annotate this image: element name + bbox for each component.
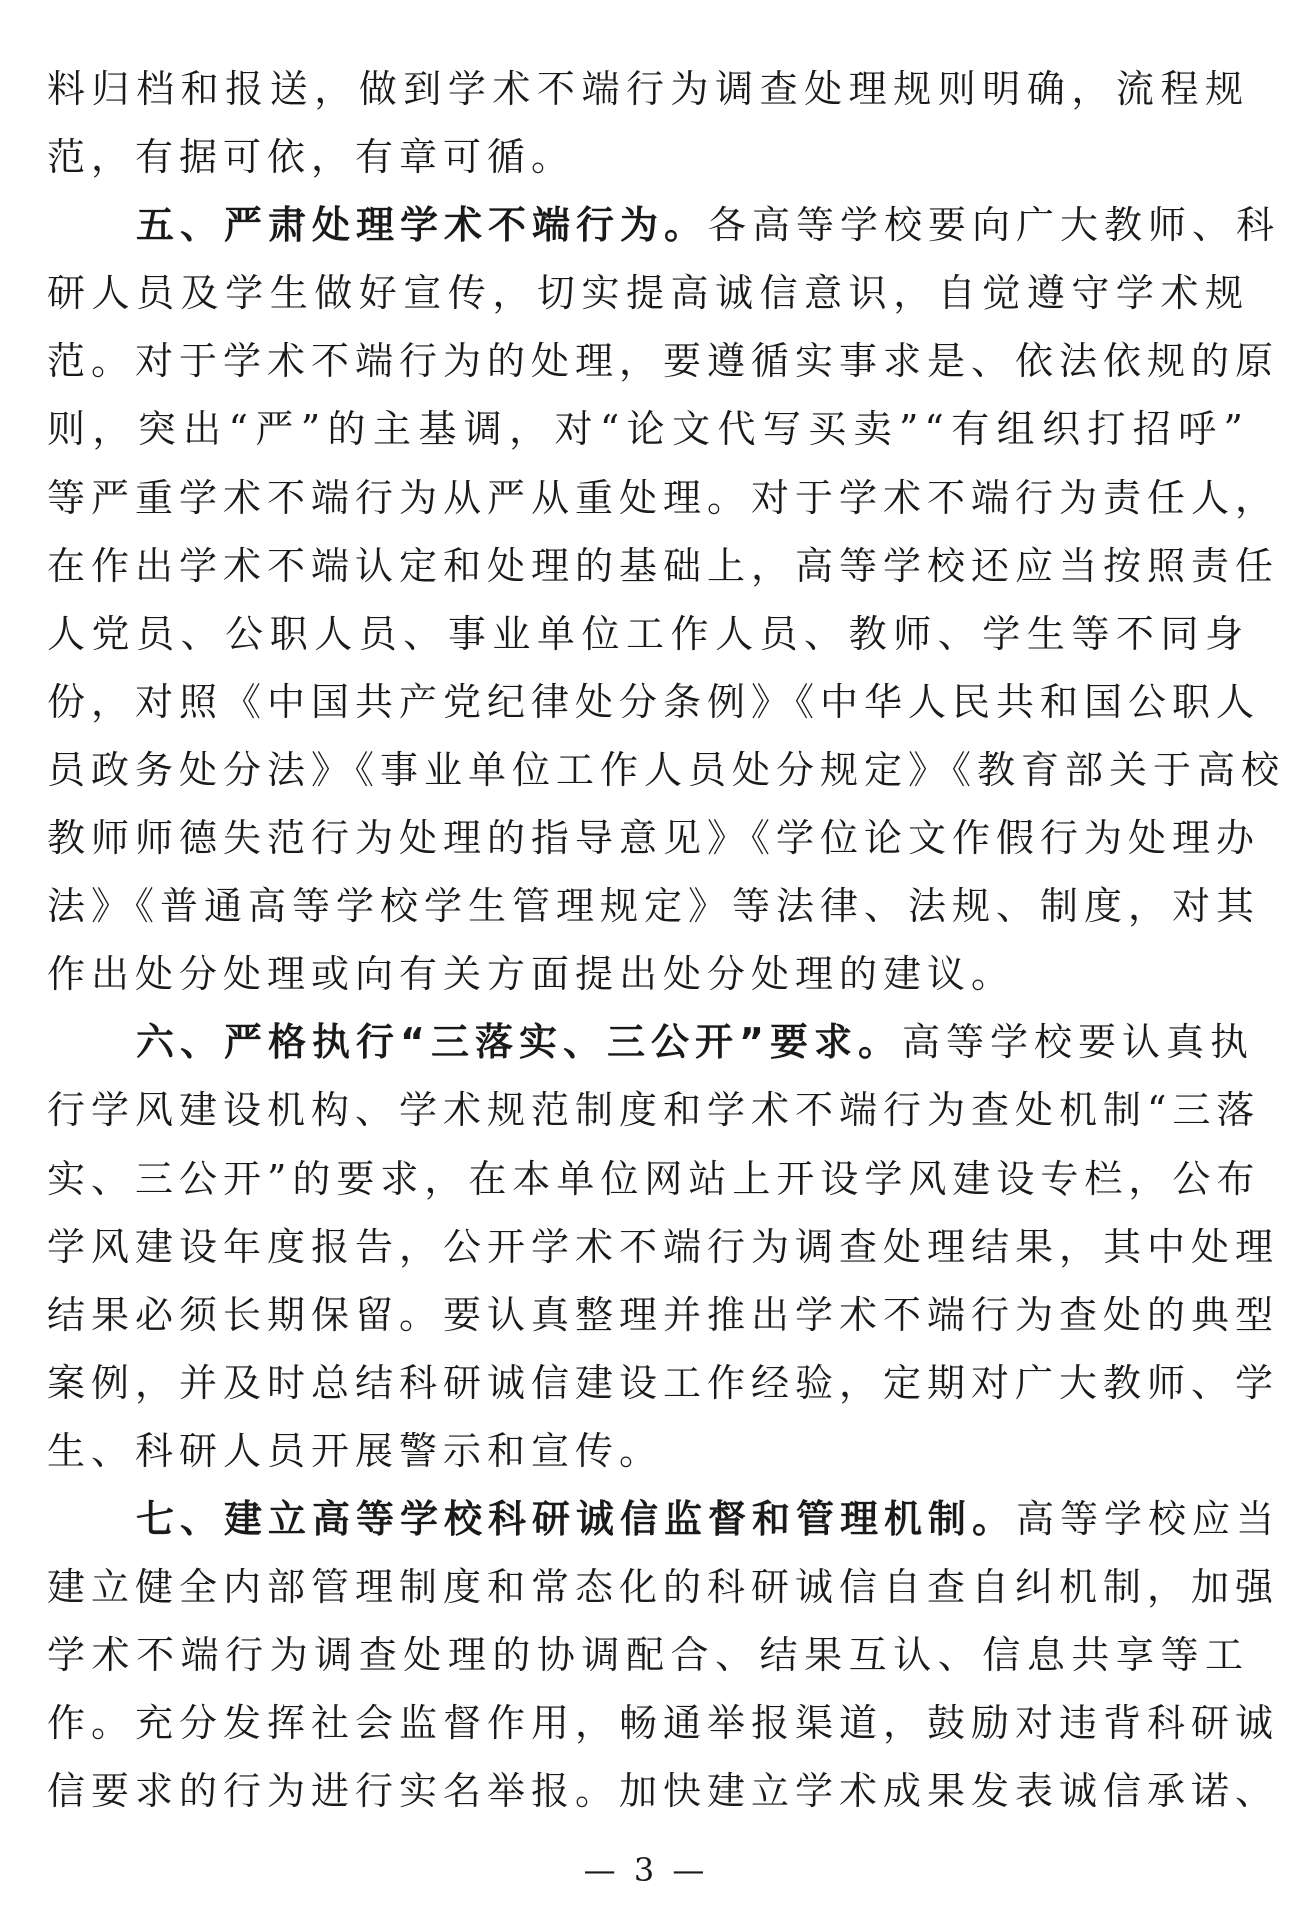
text-line: 等严重学术不端行为从严从重处理。对于学术不端行为责任人， — [47, 475, 1280, 520]
document-body — [47, 55, 1286, 1825]
text-line: 实、三公开”的要求，在本单位网站上开设学风建设专栏，公布 — [47, 1156, 1261, 1201]
text-segment: 高等学校应当 — [1016, 1496, 1281, 1541]
section-seven-heading: 七、建立高等学校科研诚信监督和管理机制。 — [136, 1496, 1017, 1541]
text-line: 法》《普通高等学校学生管理规定》等法律、法规、制度，对其 — [47, 884, 1261, 929]
text-line: 员政务处分法》《事业单位工作人员处分规定》《教育部关于高校 — [47, 747, 1286, 792]
text-line: 建立健全内部管理制度和常态化的科研诚信自查自纠机制，加强 — [47, 1565, 1280, 1610]
text-line: 在作出学术不端认定和处理的基础上，高等学校还应当按照责任 — [47, 543, 1280, 588]
text-line: 研人员及学生做好宣传，切实提高诚信意识，自觉遵守学术规 — [47, 271, 1249, 316]
text-line: 学风建设年度报告，公开学术不端行为调查处理结果，其中处理 — [47, 1224, 1280, 1269]
text-line: 教师师德失范行为处理的指导意见》《学位论文作假行为处理办 — [47, 816, 1261, 861]
section-five-first-line — [47, 191, 1281, 259]
section-six-first-line — [47, 1008, 1254, 1076]
text-line: 信要求的行为进行实名举报。加快建立学术成果发表诚信承诺、 — [47, 1769, 1280, 1814]
text-line: 作出处分处理或向有关方面提出处分处理的建议。 — [47, 952, 1016, 997]
text-segment: 高等学校要认真执 — [901, 1020, 1254, 1065]
text-line: 结果必须长期保留。要认真整理并推出学术不端行为查处的典型 — [47, 1292, 1280, 1337]
text-line: 学术不端行为调查处理的协调配合、结果互认、信息共享等工 — [47, 1633, 1249, 1678]
text-line: 范。对于学术不端行为的处理，要遵循实事求是、依法依规的原 — [47, 339, 1280, 384]
section-six-heading: 六、严格执行“三落实、三公开”要求。 — [136, 1020, 902, 1065]
text-line: 范，有据可依，有章可循。 — [47, 135, 576, 180]
section-five-heading: 五、严肃处理学术不端行为。 — [136, 203, 709, 248]
text-line: 料归档和报送，做到学术不端行为调查处理规则明确，流程规 — [47, 67, 1249, 111]
page-number: — 3 — — [583, 1851, 709, 1889]
text-line: 则，突出“严”的主基调，对“论文代写买卖”“有组织打招呼” — [47, 407, 1249, 452]
text-line: 生、科研人员开展警示和宣传。 — [47, 1428, 664, 1473]
section-seven-first-line — [47, 1485, 1281, 1553]
text-line: 行学风建设机构、学术规范制度和学术不端行为查处机制“三落 — [47, 1088, 1261, 1133]
text-line: 份，对照《中国共产党纪律处分条例》《中华人民共和国公职人 — [47, 679, 1261, 724]
text-line: 人党员、公职人员、事业单位工作人员、教师、学生等不同身 — [47, 611, 1249, 656]
text-line: 作。充分发挥社会监督作用，畅通举报渠道，鼓励对违背科研诚 — [47, 1701, 1280, 1746]
text-segment: 各高等学校要向广大教师、科 — [708, 203, 1281, 248]
text-line: 案例，并及时总结科研诚信建设工作经验，定期对广大教师、学 — [47, 1360, 1280, 1405]
